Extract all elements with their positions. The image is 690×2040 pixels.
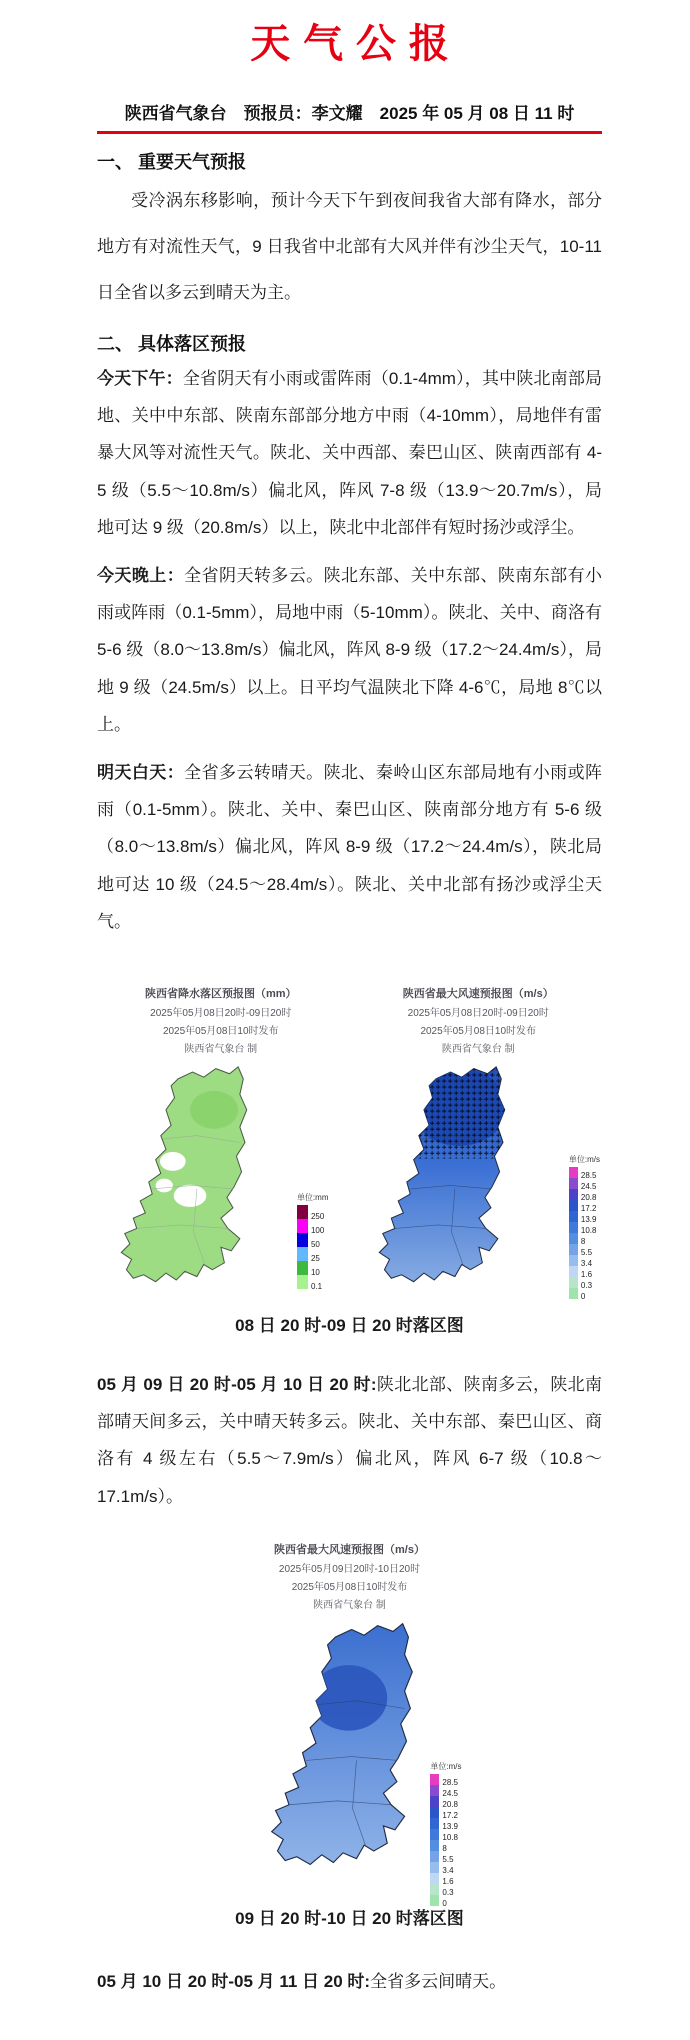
header-line: 陕西省气象台 预报员：李文耀 2025 年 05 月 08 日 11 时 (97, 99, 602, 134)
section-heading-important: 一、 重要天气预报 (97, 152, 247, 172)
important-forecast-paragraph: 受冷涡东移影响，预计今天下午到夜间我省大部有降水，部分地方有对流性天气，9 日我省中北部有大风并伴有沙尘天气，10-11 日全省以多云到晴天为主。 (97, 191, 602, 302)
legend-swatch (569, 1277, 578, 1288)
legend-value: 25 (310, 1253, 320, 1263)
legend-swatch (297, 1219, 308, 1233)
map-precip-0809 (97, 985, 345, 1295)
map-issued: 2025年05月08日10时发布 (162, 1025, 279, 1037)
shaanxi-wind-map (367, 1060, 517, 1292)
legend-swatch (569, 1222, 578, 1233)
legend-swatch (569, 1211, 578, 1222)
legend-value: 28.5 (580, 1170, 597, 1180)
legend-value: 10.8 (442, 1833, 458, 1843)
legend-swatch (297, 1261, 308, 1275)
legend-value: 0 (442, 1899, 447, 1909)
page-title: 天气公报 (250, 22, 462, 66)
forecast-1011-lead: 05 月 10 日 20 时-05 月 11 日 20 时: (97, 1972, 371, 1992)
legend-swatch (569, 1178, 578, 1189)
legend-value: 3.4 (580, 1258, 593, 1268)
legend-row (569, 1167, 600, 1178)
map-period: 2025年05月08日20时-09日20时 (407, 1007, 549, 1019)
legend-swatch (297, 1205, 308, 1219)
legend-rows (297, 1205, 329, 1289)
legend-row (297, 1275, 329, 1289)
legend-swatch (430, 1829, 439, 1840)
tonight-forecast-paragraph (97, 557, 602, 744)
map-issued: 2025年05月08日10时发布 (420, 1025, 537, 1037)
legend-value: 24.5 (580, 1181, 597, 1191)
legend-value: 0.3 (442, 1888, 454, 1898)
afternoon-lead: 今天下午： (97, 368, 183, 388)
legend-swatch (430, 1851, 439, 1862)
tonight-body: 全省阴天转多云。陕北东部、关中东部、陕南东部有小雨或阵雨（0.1-5mm），局地中雨（5-10mm）。陕北、关中、商洛有 5-6 级（8.0～13.8m/s）偏北风，阵风 8-9 级（17.2～24.4m/s），局地 9 级（24.5m/s）以上。日平均气温陕北下降 4-6℃，局地 8℃以上。 (97, 565, 603, 735)
map-wind-0910 (210, 1541, 490, 1909)
legend-value: 0.1 (310, 1281, 323, 1291)
wind-legend (569, 1154, 600, 1299)
shaanxi-precip-map (109, 1060, 259, 1292)
map-canvas (210, 1616, 490, 1909)
map-credit: 陕西省气象台 制 (441, 1043, 515, 1055)
legend-swatch (430, 1785, 439, 1796)
legend-swatch (569, 1200, 578, 1211)
map-canvas (97, 1060, 345, 1295)
legend-row (430, 1774, 461, 1788)
legend-value: 0.3 (580, 1280, 593, 1290)
legend-value: 250 (310, 1211, 325, 1221)
legend-rows (569, 1167, 600, 1299)
legend-value: 0 (580, 1291, 586, 1301)
map-period: 2025年05月08日20时-09日20时 (150, 1007, 292, 1019)
legend-value: 10.8 (580, 1225, 597, 1235)
legend-value: 20.8 (442, 1800, 458, 1810)
legend-swatch (430, 1862, 439, 1873)
tomorrow-body: 全省多云转晴天。陕北、秦岭山区东部局地有小雨或阵雨（0.1-5mm）。陕北、关中、秦巴山区、陕南部分地方有 5-6 级（8.0～13.8m/s）偏北风，阵风 8-9 级（17.2～24.4m/s），陕北局地可达 10 级（24.5～28.4m/s）。陕北、关中北部有扬沙或浮尘天气。 (97, 762, 603, 932)
forecast-0910-paragraph (97, 1366, 602, 1516)
legend-swatch (430, 1873, 439, 1884)
legend-swatch (430, 1895, 439, 1906)
legend-value: 8 (442, 1844, 447, 1854)
map-canvas (355, 1060, 603, 1301)
precip-legend (297, 1192, 329, 1289)
legend-swatch (569, 1288, 578, 1299)
section-heading-detail: 二、 具体落区预报 (97, 333, 247, 354)
legend-value: 24.5 (442, 1789, 458, 1799)
legend-value: 13.9 (580, 1214, 597, 1224)
legend-row (297, 1233, 329, 1247)
legend-swatch (569, 1255, 578, 1266)
caption-map-3: 09 日 20 时-10 日 20 时落区图 (235, 1909, 464, 1929)
legend-value: 17.2 (580, 1203, 597, 1213)
legend-unit: 单位:m/s (568, 1154, 600, 1164)
forecast-0910-lead: 05 月 09 日 20 时-05 月 10 日 20 时: (97, 1374, 377, 1394)
province-outline (271, 1624, 412, 1865)
legend-swatch (569, 1266, 578, 1277)
wind-legend (430, 1761, 462, 1909)
legend-swatch (569, 1167, 578, 1178)
legend-swatch (297, 1275, 308, 1289)
tomorrow-forecast-paragraph (97, 754, 602, 941)
legend-row (297, 1261, 329, 1275)
legend-value: 10 (310, 1267, 320, 1277)
legend-swatch (430, 1807, 439, 1818)
legend-row (297, 1219, 329, 1233)
map-issued: 2025年05月08日10时发布 (291, 1582, 408, 1594)
legend-value: 28.5 (442, 1778, 458, 1788)
legend-swatch (569, 1244, 578, 1255)
legend-value: 8 (580, 1236, 586, 1246)
legend-row (297, 1205, 329, 1219)
legend-value: 50 (310, 1239, 320, 1249)
legend-swatch (430, 1774, 439, 1785)
legend-swatch (569, 1189, 578, 1200)
map-title: 陕西省降水落区预报图（mm） (144, 987, 297, 1000)
map-period: 2025年05月09日20时-10日20时 (278, 1564, 421, 1576)
map-title: 陕西省最大风速预报图（m/s） (402, 987, 554, 1000)
legend-unit: 单位:mm (296, 1192, 329, 1202)
legend-value: 17.2 (442, 1811, 458, 1821)
legend-rows (430, 1774, 461, 1909)
legend-value: 100 (310, 1225, 325, 1235)
forecast-1011-body: 全省多云间晴天。 (370, 1972, 507, 1992)
map-title: 陕西省最大风速预报图（m/s） (274, 1544, 425, 1557)
legend-row (297, 1247, 329, 1261)
legend-value: 1.6 (580, 1269, 593, 1279)
legend-value: 20.8 (580, 1192, 597, 1202)
legend-swatch (430, 1818, 439, 1829)
legend-swatch (297, 1247, 308, 1261)
legend-unit: 单位:m/s (430, 1762, 462, 1772)
legend-value: 1.6 (442, 1877, 454, 1887)
afternoon-forecast-paragraph (97, 360, 602, 547)
forecast-1011-paragraph (97, 1963, 602, 2000)
legend-swatch (430, 1840, 439, 1851)
forecast-0910-body: 陕北北部、陕南多云，陕北南部晴天间多云，关中晴天转多云。陕北、关中东部、秦巴山区、商洛有 4 级左右（5.5～7.9m/s）偏北风，阵风 6-7 级（10.8～17.1m/s）。 (97, 1374, 603, 1506)
map-wind-0809 (355, 985, 603, 1301)
legend-value: 5.5 (580, 1247, 593, 1257)
afternoon-body: 全省阴天有小雨或雷阵雨（0.1-4mm），其中陕北南部局地、关中中东部、陕南东部部分地方中雨（4-10mm），局地伴有雷暴大风等对流性天气。陕北、关中西部、秦巴山区、陕南西部有 4-5 级（5.5～10.8m/s）偏北风，阵风 7-8 级（13.9～20.7m/s），局地可达 9 级（20.8m/s）以上，陕北中北部伴有短时扬沙或浮尘。 (97, 368, 603, 538)
legend-swatch (430, 1884, 439, 1895)
legend-value: 13.9 (442, 1822, 458, 1832)
tomorrow-lead: 明天白天： (97, 762, 185, 782)
map-credit: 陕西省气象台 制 (184, 1043, 258, 1055)
legend-swatch (430, 1796, 439, 1807)
legend-swatch (569, 1233, 578, 1244)
legend-value: 3.4 (442, 1866, 454, 1876)
legend-swatch (297, 1233, 308, 1247)
map-credit: 陕西省气象台 制 (313, 1600, 386, 1612)
legend-value: 5.5 (442, 1855, 454, 1865)
map-row-0809 (97, 985, 602, 1301)
tonight-lead: 今天晚上： (97, 565, 185, 585)
shaanxi-wind-map-2 (258, 1616, 426, 1876)
caption-map-row-1: 08 日 20 时-09 日 20 时落区图 (235, 1315, 464, 1335)
